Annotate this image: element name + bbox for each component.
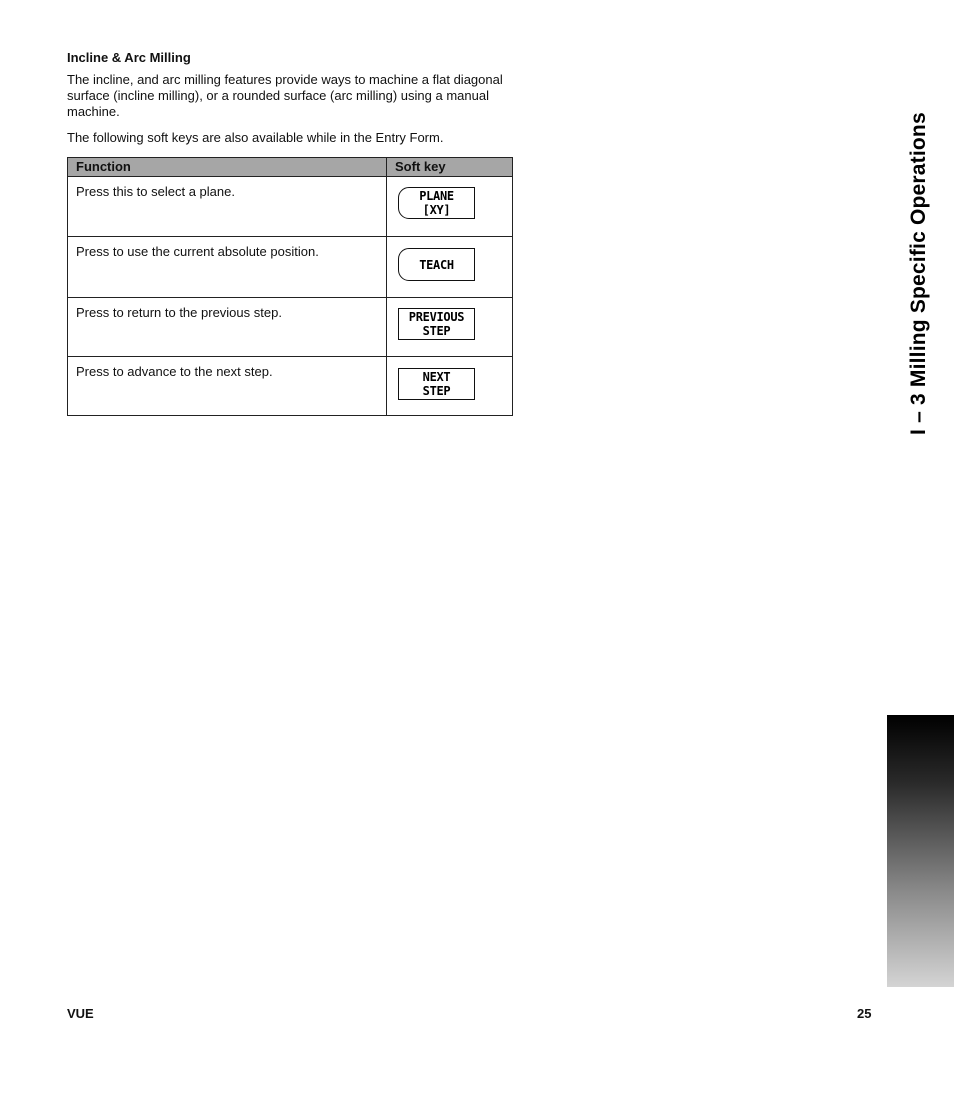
footer-product-name: VUE xyxy=(67,1006,94,1021)
softkey-label-line2: [XY] xyxy=(422,203,451,217)
chapter-tab-marker xyxy=(887,715,954,987)
softkey-cell xyxy=(387,298,513,357)
function-description: Press to use the current absolute position. xyxy=(68,237,387,298)
softkey-label-line1: NEXT xyxy=(422,370,451,384)
softkey-cell xyxy=(387,357,513,416)
function-description: Press this to select a plane. xyxy=(68,177,387,237)
softkeys-intro-paragraph: The following soft keys are also available while in the Entry Form. xyxy=(67,130,444,145)
table-row xyxy=(68,237,513,298)
softkey-table xyxy=(67,157,513,416)
table-row xyxy=(68,298,513,357)
table-row xyxy=(68,357,513,416)
section-heading: Incline & Arc Milling xyxy=(67,50,191,65)
previous-step-softkey-icon xyxy=(398,308,475,340)
function-description: Press to return to the previous step. xyxy=(68,298,387,357)
softkey-cell xyxy=(387,237,513,298)
table-header-row xyxy=(68,158,513,177)
page-number: 25 xyxy=(857,1006,872,1021)
column-header-soft-key: Soft key xyxy=(387,158,513,177)
softkey-label-line1: TEACH xyxy=(419,257,454,272)
chapter-side-title: I – 3 Milling Specific Operations xyxy=(907,112,930,435)
column-header-function: Function xyxy=(68,158,387,177)
teach-softkey-icon xyxy=(398,248,475,281)
plane-xy-softkey-icon xyxy=(398,187,475,219)
function-description: Press to advance to the next step. xyxy=(68,357,387,416)
softkey-label-line1: PLANE xyxy=(419,189,454,203)
softkey-label-line2: STEP xyxy=(422,324,451,338)
next-step-softkey-icon xyxy=(398,368,475,400)
softkey-label-line2: STEP xyxy=(422,384,451,398)
intro-paragraph: The incline, and arc milling features provide ways to machine a flat diagonal surface (incline milling), or a rounded surface (arc milling) using a manual machine. xyxy=(67,72,503,119)
softkey-label-line1: PREVIOUS xyxy=(408,310,465,324)
softkey-cell xyxy=(387,177,513,237)
table-row xyxy=(68,177,513,237)
